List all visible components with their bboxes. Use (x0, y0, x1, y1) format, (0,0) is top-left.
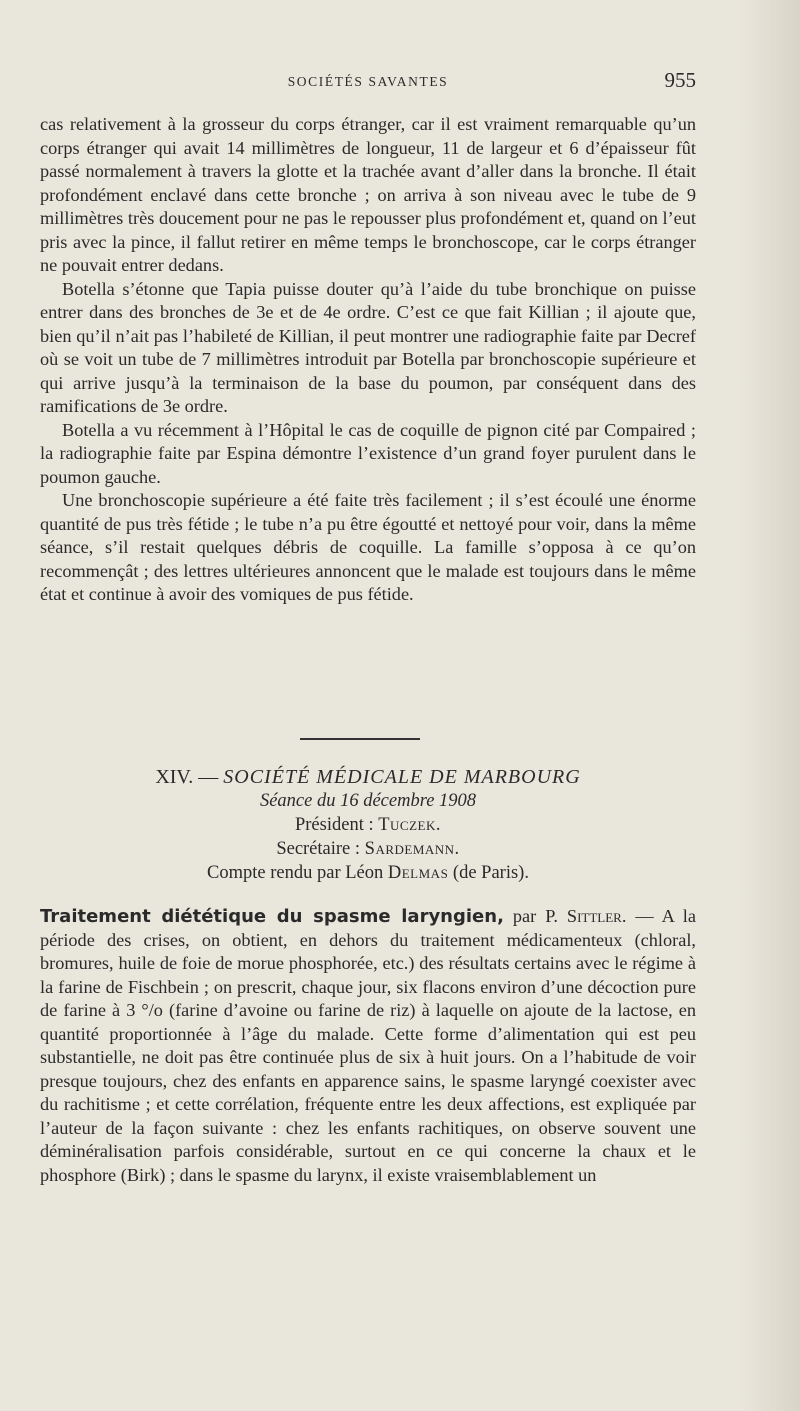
abstract-text: . — A la période des crises, on obtient, en dehors du traitement médicamenteux (chloral, bromures, huile de foie de morue phosphorée, etc.) des résultats certains avec le régime à la farine de Fischbein ; on prescrit, chaque jour, six flacons environ d’une décoction pure de farine à 3 °/o (farine d’avoine ou farine de riz) à laquelle on ajoute de la lactose, en quantité proportionnée à l’âge du malade. Cette forme d’alimentation qui est peu substantielle, ne doit pas être continuée plus de six à huit jours. On a l’habitude de voir presque toujours, chez des enfants en apparence sains, le spasme laryngé coexister avec du rachitisme ; et cette corrélation, fréquente entre les deux affections, est expliquée par l’auteur de la façon suivante : chez les enfants rachitiques, on observe souvent une déminéralisation parfois considérable, surtout en ce qui concerne la chaux et le phosphore (Birk) ; dans le spasme du larynx, il existe vraisemblablement un (40, 906, 696, 1185)
abstract-sittler (40, 905, 696, 1187)
paragraph: Botella s’étonne que Tapia puisse douter qu’à l’aide du tube bronchique on puisse entrer dans des bronches de 3e et de 4e ordre. C’est ce que fait Killian ; il ajoute que, bien qu’il n’ait pas l’habileté de Killian, il peut montrer une radiographie faite par Decref où se voit un tube de 7 millimètres introduit par Botella par bronchoscopie supérieure et qui arrive jusqu’à la terminaison de la base du poumon, par conséquent dans des ramifications de 3e ordre. (40, 278, 696, 416)
section-heading (40, 765, 696, 885)
report-label: Compte rendu par Léon (207, 863, 388, 883)
abstract-author: Sittler (566, 906, 622, 926)
page-number: 955 (664, 68, 696, 92)
president-label: Président : (294, 815, 379, 835)
section-divider (300, 738, 420, 740)
paragraph: Une bronchoscopie supérieure a été faite très facilement ; il s’est écoulé une énorme quantité de pus très fétide ; le tube n’a pu être égoutté et nettoyé pour voir, dans la même séance, s’il restait quelques débris de coquille. La famille s’opposa à ce qu’on recommençât ; des lettres ultérieures annoncent que le malade est toujours dans le même état et continue à avoir des vomiques de pus fétide. (40, 490, 696, 604)
article-continuation (40, 113, 696, 607)
page-header (40, 70, 696, 100)
session-date: Séance du 16 décembre 1908 (259, 791, 477, 811)
paragraph: cas relativement à la grosseur du corps étranger, car il est vraiment remarquable qu’un corps étranger qui avait 14 millimètres de longueur, 11 de largeur et 6 d’épaisseur fût passé normalement à travers la glotte et la trachée avant d’aller dans la bronche. Il était profondément enclavé dans cette bronche ; on arriva à son niveau avec le tube de 9 millimètres très doucement pour ne pas le repousser plus profondément et, quand on l’eut pris avec la pince, il fallut retirer en même temps le bronchoscope, car le corps étranger ne pouvait entrer dedans. (40, 114, 696, 275)
section-number: XIV. — (155, 766, 219, 788)
section-title (40, 765, 696, 789)
president-line (40, 813, 696, 837)
report-author: Delmas (387, 863, 449, 883)
society-name: SOCIÉTÉ MÉDICALE DE MARBOURG (223, 766, 581, 788)
page-edge-shadow (740, 0, 800, 1411)
running-head: SOCIÉTÉS SAVANTES (287, 74, 449, 89)
president-name: Tuczek. (378, 815, 441, 835)
secretary-name: Sardemann. (364, 839, 460, 859)
report-line (40, 861, 696, 885)
abstract-by: par P. (503, 906, 567, 926)
paragraph: Botella a vu récemment à l’Hôpital le cas de coquille de pignon cité par Compaired ; la radiographie faite par Espina démontre l’existence d’un grand foyer purulent dans le poumon gauche. (40, 419, 696, 487)
paragraph (40, 905, 696, 1187)
secretary-label: Secrétaire : (276, 839, 365, 859)
report-place: (de Paris). (448, 863, 529, 883)
secretary-line (40, 837, 696, 861)
abstract-title: Traitement diététique du spasme laryngien, (40, 906, 504, 927)
